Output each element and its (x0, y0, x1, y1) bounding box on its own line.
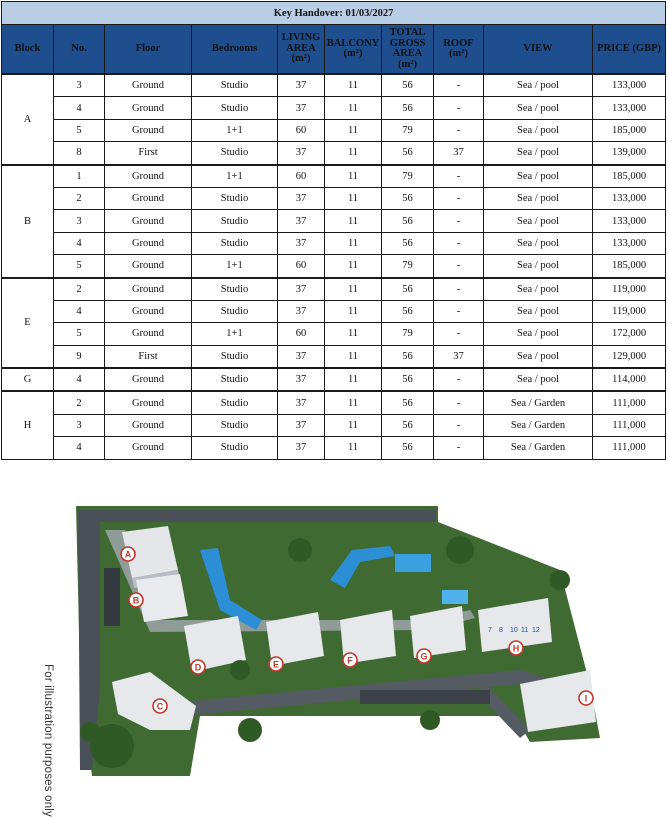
parking-west (104, 568, 120, 626)
cell-floor: Ground (105, 165, 192, 188)
col-header-price: PRICE (GBP) (593, 25, 666, 75)
cell-no: 3 (54, 414, 105, 436)
cell-total: 79 (382, 165, 434, 188)
cell-floor: Ground (105, 323, 192, 345)
cell-total: 56 (382, 414, 434, 436)
cell-balcony: 11 (325, 255, 382, 278)
cell-no: 3 (54, 210, 105, 232)
cell-living: 37 (278, 345, 325, 368)
cell-price: 119,000 (593, 300, 666, 322)
cell-total: 56 (382, 437, 434, 459)
col-header-balcony (325, 25, 382, 75)
cell-living: 60 (278, 255, 325, 278)
cell-bedrooms: Studio (192, 414, 278, 436)
cell-view: Sea / pool (484, 74, 593, 97)
cell-floor: Ground (105, 278, 192, 301)
col-header-floor: Floor (105, 25, 192, 75)
cell-total: 79 (382, 119, 434, 141)
cell-total: 56 (382, 278, 434, 301)
cell-balcony: 11 (325, 323, 382, 345)
col-header-total-gross-area-line: GROSS (389, 37, 426, 49)
table-row (2, 255, 666, 278)
table-row (2, 368, 666, 391)
cell-bedrooms: Studio (192, 232, 278, 254)
cell-view: Sea / Garden (484, 391, 593, 414)
cell-bedrooms: Studio (192, 437, 278, 459)
cell-roof: - (434, 74, 484, 97)
cell-total: 56 (382, 300, 434, 322)
cell-bedrooms: Studio (192, 368, 278, 391)
cell-bedrooms: Studio (192, 391, 278, 414)
cell-price: 114,000 (593, 368, 666, 391)
cell-no: 2 (54, 391, 105, 414)
col-header-block: Block (2, 25, 54, 75)
cell-roof: - (434, 414, 484, 436)
cell-floor: Ground (105, 414, 192, 436)
cell-total: 56 (382, 142, 434, 165)
cell-roof: - (434, 368, 484, 391)
column-header-row (2, 25, 666, 75)
cell-floor: Ground (105, 368, 192, 391)
cell-price: 119,000 (593, 278, 666, 301)
cell-living: 37 (278, 74, 325, 97)
cell-price: 172,000 (593, 323, 666, 345)
cell-price: 111,000 (593, 414, 666, 436)
cell-balcony: 11 (325, 119, 382, 141)
block-marker-label: F (347, 655, 353, 666)
block-marker-label: G (420, 651, 428, 662)
unit-number: 8 (499, 627, 503, 634)
cell-floor: Ground (105, 232, 192, 254)
block-marker-label: E (272, 659, 280, 670)
cell-bedrooms: Studio (192, 97, 278, 119)
cell-roof: - (434, 300, 484, 322)
cell-living: 37 (278, 437, 325, 459)
cell-total: 56 (382, 74, 434, 97)
cell-no: 4 (54, 300, 105, 322)
cell-balcony: 11 (325, 142, 382, 165)
cell-price: 111,000 (593, 391, 666, 414)
cell-balcony: 11 (325, 391, 382, 414)
cell-total: 56 (382, 345, 434, 368)
units-table (1, 1, 666, 460)
cell-roof: - (434, 210, 484, 232)
units-table-body (2, 74, 666, 459)
cell-price: 133,000 (593, 187, 666, 209)
cell-bedrooms: Studio (192, 278, 278, 301)
cell-price: 111,000 (593, 437, 666, 459)
cell-view: Sea / pool (484, 255, 593, 278)
cell-price: 133,000 (593, 97, 666, 119)
col-header-total-gross-area-line: AREA (392, 48, 423, 59)
cell-total: 56 (382, 187, 434, 209)
cell-floor: Ground (105, 210, 192, 232)
block-label: G (2, 368, 54, 391)
unit-number: 12 (532, 627, 540, 634)
cell-view: Sea / pool (484, 300, 593, 322)
unit-number: 11 (521, 627, 529, 634)
cell-total: 56 (382, 232, 434, 254)
cell-bedrooms: Studio (192, 300, 278, 322)
cell-total: 79 (382, 255, 434, 278)
cell-balcony: 11 (325, 210, 382, 232)
cell-bedrooms: Studio (192, 74, 278, 97)
building-b (136, 574, 188, 622)
cell-price: 129,000 (593, 345, 666, 368)
table-row (2, 414, 666, 436)
cell-living: 37 (278, 142, 325, 165)
cell-price: 185,000 (593, 119, 666, 141)
pool-small (442, 590, 468, 604)
cell-bedrooms: 1+1 (192, 323, 278, 345)
block-marker-label: D (194, 662, 202, 673)
cell-floor: First (105, 345, 192, 368)
cell-floor: Ground (105, 300, 192, 322)
cell-view: Sea / pool (484, 345, 593, 368)
col-header-balcony-line: (m²) (343, 48, 363, 59)
cell-bedrooms: Studio (192, 345, 278, 368)
cell-no: 9 (54, 345, 105, 368)
cell-roof: - (434, 437, 484, 459)
col-header-roof-line: (m²) (449, 48, 468, 59)
cell-view: Sea / pool (484, 232, 593, 254)
cell-no: 5 (54, 255, 105, 278)
cell-total: 56 (382, 97, 434, 119)
table-row (2, 74, 666, 97)
cell-balcony: 11 (325, 187, 382, 209)
cell-view: Sea / Garden (484, 437, 593, 459)
col-header-view: VIEW (484, 25, 593, 75)
block-marker-label: A (124, 549, 132, 560)
cell-total: 56 (382, 210, 434, 232)
table-row (2, 119, 666, 141)
cell-view: Sea / pool (484, 119, 593, 141)
block-label: B (2, 165, 54, 278)
cell-total: 56 (382, 391, 434, 414)
cell-balcony: 11 (325, 74, 382, 97)
disclaimer: For illustration purposes only (42, 664, 54, 817)
cell-no: 4 (54, 97, 105, 119)
cell-living: 60 (278, 119, 325, 141)
cell-living: 37 (278, 97, 325, 119)
cell-view: Sea / pool (484, 165, 593, 188)
cell-no: 2 (54, 278, 105, 301)
cell-living: 60 (278, 323, 325, 345)
cell-view: Sea / pool (484, 187, 593, 209)
unit-number: 10 (510, 627, 518, 634)
cell-roof: - (434, 255, 484, 278)
cell-view: Sea / Garden (484, 414, 593, 436)
table-row (2, 391, 666, 414)
cell-floor: Ground (105, 437, 192, 459)
cell-bedrooms: Studio (192, 187, 278, 209)
col-header-balcony-line: BALCONY (326, 37, 380, 49)
cell-living: 37 (278, 368, 325, 391)
disclaimer-wrap (40, 664, 54, 817)
cell-floor: First (105, 142, 192, 165)
block-marker-label: C (156, 701, 164, 712)
cell-balcony: 11 (325, 437, 382, 459)
cell-bedrooms: 1+1 (192, 165, 278, 188)
cell-roof: - (434, 165, 484, 188)
col-header-roof (434, 25, 484, 75)
cell-roof: - (434, 119, 484, 141)
cell-no: 5 (54, 119, 105, 141)
table-row (2, 345, 666, 368)
table-row (2, 97, 666, 119)
cell-no: 5 (54, 323, 105, 345)
col-header-roof-line: ROOF (443, 37, 474, 49)
table-row (2, 232, 666, 254)
cell-view: Sea / pool (484, 142, 593, 165)
cell-balcony: 11 (325, 368, 382, 391)
cell-roof: - (434, 232, 484, 254)
cell-balcony: 11 (325, 414, 382, 436)
cell-total: 79 (382, 323, 434, 345)
cell-living: 37 (278, 391, 325, 414)
table-row (2, 142, 666, 165)
table-row (2, 278, 666, 301)
page-title: Key Handover: 01/03/2027 (2, 2, 666, 25)
cell-price: 139,000 (593, 142, 666, 165)
cell-balcony: 11 (325, 345, 382, 368)
cell-living: 37 (278, 232, 325, 254)
cell-bedrooms: Studio (192, 210, 278, 232)
col-header-total-gross-area-line: TOTAL (389, 27, 426, 38)
cell-bedrooms: Studio (192, 142, 278, 165)
cell-no: 3 (54, 74, 105, 97)
cell-floor: Ground (105, 187, 192, 209)
site-plan (0, 470, 668, 816)
cell-roof: 37 (434, 142, 484, 165)
cell-no: 8 (54, 142, 105, 165)
cell-price: 185,000 (593, 165, 666, 188)
col-header-living-area (278, 25, 325, 75)
block-label: E (2, 278, 54, 369)
cell-no: 4 (54, 368, 105, 391)
block-marker-label: I (584, 693, 588, 704)
parking-south (360, 690, 490, 704)
cell-living: 37 (278, 414, 325, 436)
cell-living: 37 (278, 278, 325, 301)
table-row (2, 437, 666, 459)
cell-living: 37 (278, 187, 325, 209)
cell-roof: - (434, 323, 484, 345)
cell-floor: Ground (105, 255, 192, 278)
table-row (2, 187, 666, 209)
cell-floor: Ground (105, 74, 192, 97)
col-header-living-area-line: LIVING (281, 32, 321, 44)
cell-no: 1 (54, 165, 105, 188)
cell-living: 37 (278, 210, 325, 232)
cell-view: Sea / pool (484, 210, 593, 232)
cell-balcony: 11 (325, 300, 382, 322)
cell-price: 185,000 (593, 255, 666, 278)
pool-north (395, 554, 431, 572)
cell-roof: - (434, 187, 484, 209)
cell-price: 133,000 (593, 74, 666, 97)
cell-no: 2 (54, 187, 105, 209)
cell-roof: 37 (434, 345, 484, 368)
block-label: H (2, 391, 54, 459)
cell-balcony: 11 (325, 232, 382, 254)
cell-roof: - (434, 391, 484, 414)
col-header-total-gross-area (382, 25, 434, 75)
block-marker-label: H (512, 643, 520, 654)
cell-floor: Ground (105, 119, 192, 141)
cell-roof: - (434, 97, 484, 119)
cell-view: Sea / pool (484, 278, 593, 301)
cell-price: 133,000 (593, 232, 666, 254)
cell-living: 60 (278, 165, 325, 188)
cell-bedrooms: 1+1 (192, 255, 278, 278)
cell-view: Sea / pool (484, 368, 593, 391)
cell-view: Sea / pool (484, 323, 593, 345)
table-row (2, 300, 666, 322)
col-header-bedrooms: Bedrooms (192, 25, 278, 75)
cell-total: 56 (382, 368, 434, 391)
cell-balcony: 11 (325, 165, 382, 188)
cell-no: 4 (54, 437, 105, 459)
cell-no: 4 (54, 232, 105, 254)
cell-price: 133,000 (593, 210, 666, 232)
cell-floor: Ground (105, 391, 192, 414)
cell-floor: Ground (105, 97, 192, 119)
table-row (2, 210, 666, 232)
unit-number: 7 (488, 627, 492, 634)
cell-balcony: 11 (325, 97, 382, 119)
col-header-no: No. (54, 25, 105, 75)
table-row (2, 165, 666, 188)
cell-bedrooms: 1+1 (192, 119, 278, 141)
col-header-living-area-line: AREA (286, 42, 316, 54)
block-marker-label: B (132, 595, 140, 606)
cell-view: Sea / pool (484, 97, 593, 119)
col-header-total-gross-area-line: (m²) (398, 58, 417, 70)
cell-balcony: 11 (325, 278, 382, 301)
block-label: A (2, 74, 54, 165)
cell-living: 37 (278, 300, 325, 322)
table-row (2, 323, 666, 345)
col-header-living-area-line: (m²) (291, 53, 311, 65)
cell-roof: - (434, 278, 484, 301)
